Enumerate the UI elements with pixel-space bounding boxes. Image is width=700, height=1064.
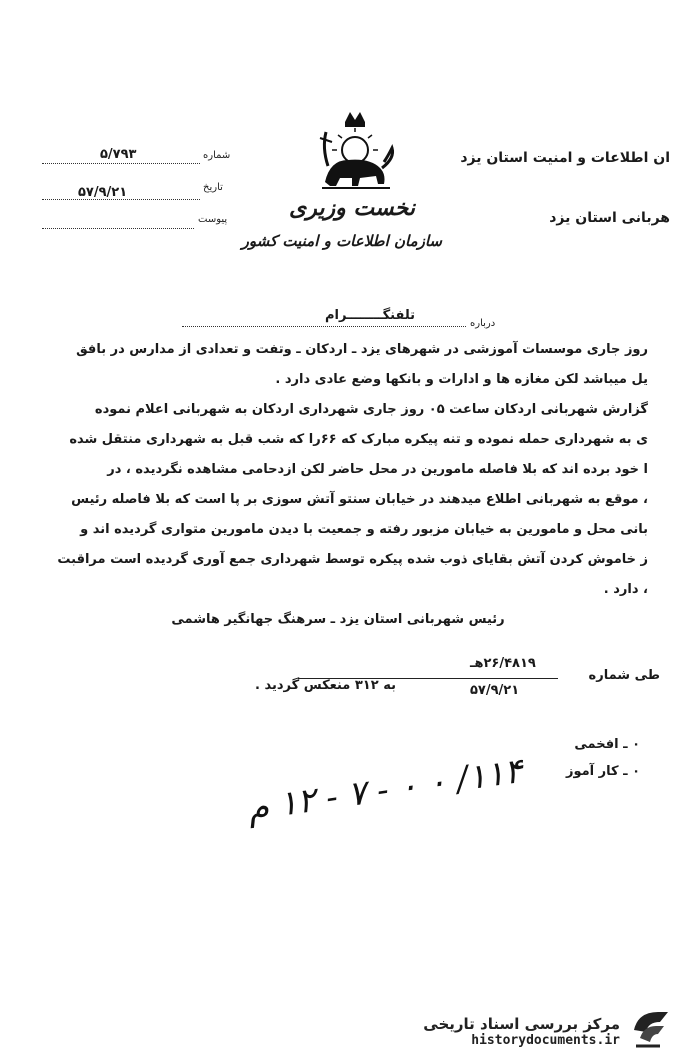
reference-suffix: به ۳۱۲ منعکس گردید .: [255, 678, 396, 693]
addressee-line-2: هربانی استان یزد: [549, 210, 670, 226]
attachment-label: پیوست: [198, 214, 228, 225]
addressee-line-1: ان اطلاعات و امنیت استان یزد: [460, 150, 670, 166]
reference-numerator: ۲۶/۴۸۱۹هـ: [470, 656, 536, 671]
lion-and-sun-emblem: [300, 108, 410, 193]
number-dotted-line: [42, 163, 200, 164]
signature-line: رئیس شهربانی استان یزد ـ سرهنگ جهانگیر هاشمی: [171, 612, 505, 627]
body-line-7: بانی محل و مامورین به خیابان مزبور رفته و جمعیت با دیدن مامورین متواری گردیده اند و: [80, 522, 648, 537]
footer-watermark: [423, 1008, 672, 1054]
body-line-1: روز جاری موسسات آموزشی در شهرهای یزد ـ اردکان ـ وتفت و تعدادی از مدارس در بافق: [76, 342, 648, 357]
reference-denominator: ۵۷/۹/۲۱: [470, 683, 520, 698]
number-label: شماره: [203, 150, 231, 161]
body-line-2: یل میباشد لکن مغازه ها و ادارات و بانکها وضع عادی دارد .: [275, 372, 648, 387]
subject-label: درباره: [470, 318, 496, 329]
date-label: تاریخ: [203, 182, 223, 193]
body-line-3: گزارش شهربانی اردکان ساعت ۰۵ روز جاری شهرداری اردکان به شهربانی اعلام نموده: [94, 402, 648, 417]
ministry-title: نخست وزیری: [289, 195, 415, 221]
body-line-8: ز خاموش کردن آتش بقایای ذوب شده پیکره توسط شهرداری جمع آوری گردیده است مراقبت: [57, 552, 648, 567]
archive-logo-icon: [630, 1008, 672, 1054]
number-value: ۵/۷۹۳: [100, 147, 137, 162]
attachment-dotted-line: [42, 228, 194, 229]
body-line-6: ، موقع به شهربانی اطلاع میدهند در خیابان سنتو آتش سوزی بر پا است که بلا فاصله رئیس: [71, 492, 648, 507]
body-line-4: ی به شهرداری حمله نموده و تنه پیکره مبارک که ۶۶را که شب قبل به شهرداری منتقل شده: [69, 432, 648, 447]
footer-site: historydocuments.ir: [471, 1032, 620, 1048]
subject-value: تلفنگــــــــرام: [325, 308, 416, 323]
date-value: ۵۷/۹/۲۱: [78, 185, 128, 200]
reference-prefix: طی شماره: [588, 668, 660, 683]
footer-name: مرکز بررسی اسناد تاریخی: [423, 1014, 620, 1033]
body-line-9: ، دارد .: [603, 582, 648, 597]
handwritten-note: ۱۱۴/ ۰ ۰ - ۷ - ۱۲ م: [244, 750, 526, 830]
cc-item-2: ۰ ـ کار آموز: [565, 764, 640, 779]
cc-item-1: ۰ ـ افخمی: [574, 737, 640, 752]
body-line-5: ا خود برده اند که بلا فاصله مامورین در محل حاضر لکن ازدحامی مشاهده نگردیده ، در: [107, 462, 648, 477]
organization-title: سازمان اطلاعات و امنیت کشور: [241, 232, 442, 250]
subject-dotted-line: [182, 326, 466, 327]
